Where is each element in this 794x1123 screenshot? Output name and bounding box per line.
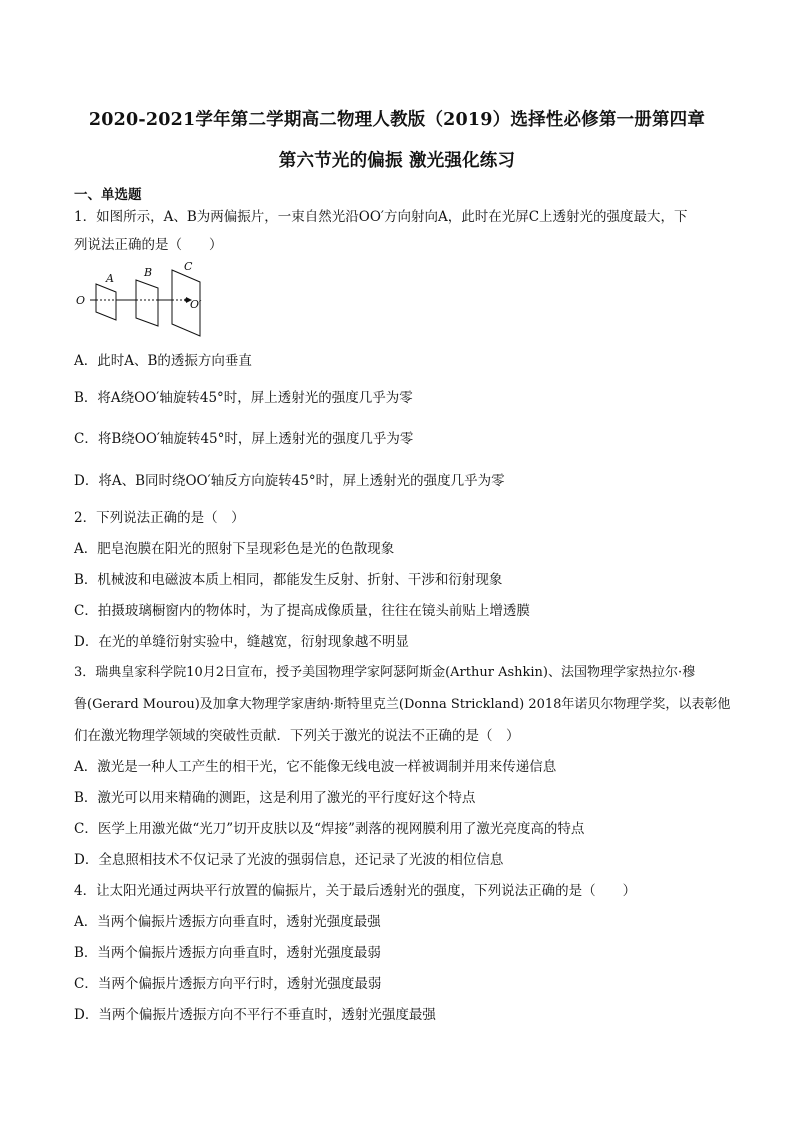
q1-option-c: C．将B绕OO′轴旋转45°时，屏上透射光的强度几乎为零	[74, 431, 414, 447]
q3-stem-line2: 鲁(Gerard Mourou)及加拿大物理学家唐纳·斯特里克兰(Donna Strickland) 2018年诺贝尔物理学奖，以表彰他	[74, 697, 731, 712]
q1-option-b: B．将A绕OO′轴旋转45°时，屏上透射光的强度几乎为零	[74, 390, 413, 406]
document-title-line2: 第六节光的偏振 激光强化练习	[278, 151, 516, 171]
q2-option-c: C．拍摄玻璃橱窗内的物体时，为了提高成像质量，往往在镜头前贴上增透膜	[74, 603, 530, 619]
polarizer-b	[136, 280, 158, 326]
q3-option-c: C．医学上用激光做“光刀”切开皮肤以及“焊接”剥落的视网膜利用了激光亮度高的特点	[74, 821, 585, 837]
q1-stem-line1: 1．如图所示，A、B为两偏振片，一束自然光沿OO′方向射向A，此时在光屏C上透射光的强度最大，下	[74, 209, 688, 225]
q1-option-d: D．将A、B同时绕OO′轴反方向旋转45°时，屏上透射光的强度几乎为零	[74, 473, 505, 489]
q4-option-a: A．当两个偏振片透振方向垂直时，透射光强度最强	[74, 914, 381, 930]
label-a: A	[106, 272, 114, 285]
q3-stem-line3: 们在激光物理学领域的突破性贡献．下列关于激光的说法不正确的是（ ）	[74, 728, 520, 744]
label-o: O	[76, 294, 86, 307]
polarizer-a	[96, 284, 116, 320]
q4-stem: 4．让太阳光通过两块平行放置的偏振片，关于最后透射光的强度，下列说法正确的是（ ）	[74, 883, 637, 899]
q1-stem-line2: 列说法正确的是（ ）	[74, 237, 223, 253]
q3-option-b: B．激光可以用来精确的测距，这是利用了激光的平行度好这个特点	[74, 790, 476, 806]
q2-stem: 2．下列说法正确的是（ ）	[74, 510, 245, 526]
q4-option-c: C．当两个偏振片透振方向平行时，透射光强度最弱	[74, 976, 382, 992]
q4-option-d: D．当两个偏振片透振方向不平行不垂直时，透射光强度最强	[74, 1007, 436, 1023]
section-heading: 一、单选题	[74, 187, 142, 203]
polarizer-diagram	[74, 262, 214, 342]
q2-option-a: A．肥皂泡膜在阳光的照射下呈现彩色是光的色散现象	[74, 541, 395, 557]
q1-option-a: A．此时A、B的透振方向垂直	[74, 353, 252, 369]
q3-stem-line1: 3．瑞典皇家科学院10月2日宣布，授予美国物理学家阿瑟阿斯金(Arthur Ashkin)、法国物理学家热拉尔·穆	[74, 665, 696, 680]
point-o-prime	[184, 298, 187, 301]
q4-option-b: B．当两个偏振片透振方向垂直时，透射光强度最弱	[74, 945, 381, 961]
q2-option-b: B．机械波和电磁波本质上相同，都能发生反射、折射、干涉和衍射现象	[74, 572, 503, 588]
q3-option-a: A．激光是一种人工产生的相干光，它不能像无线电波一样被调制并用来传递信息	[74, 759, 557, 775]
q3-option-d: D．全息照相技术不仅记录了光波的强弱信息，还记录了光波的相位信息	[74, 852, 504, 868]
q2-option-d: D．在光的单缝衍射实验中，缝越宽，衍射现象越不明显	[74, 634, 409, 650]
label-c: C	[184, 262, 193, 273]
label-o-prime: O′	[190, 298, 202, 311]
polarizer-diagram-svg	[74, 262, 214, 342]
label-b: B	[144, 266, 153, 279]
document-title-line1: 2020-2021学年第二学期高二物理人教版（2019）选择性必修第一册第四章	[88, 110, 706, 130]
